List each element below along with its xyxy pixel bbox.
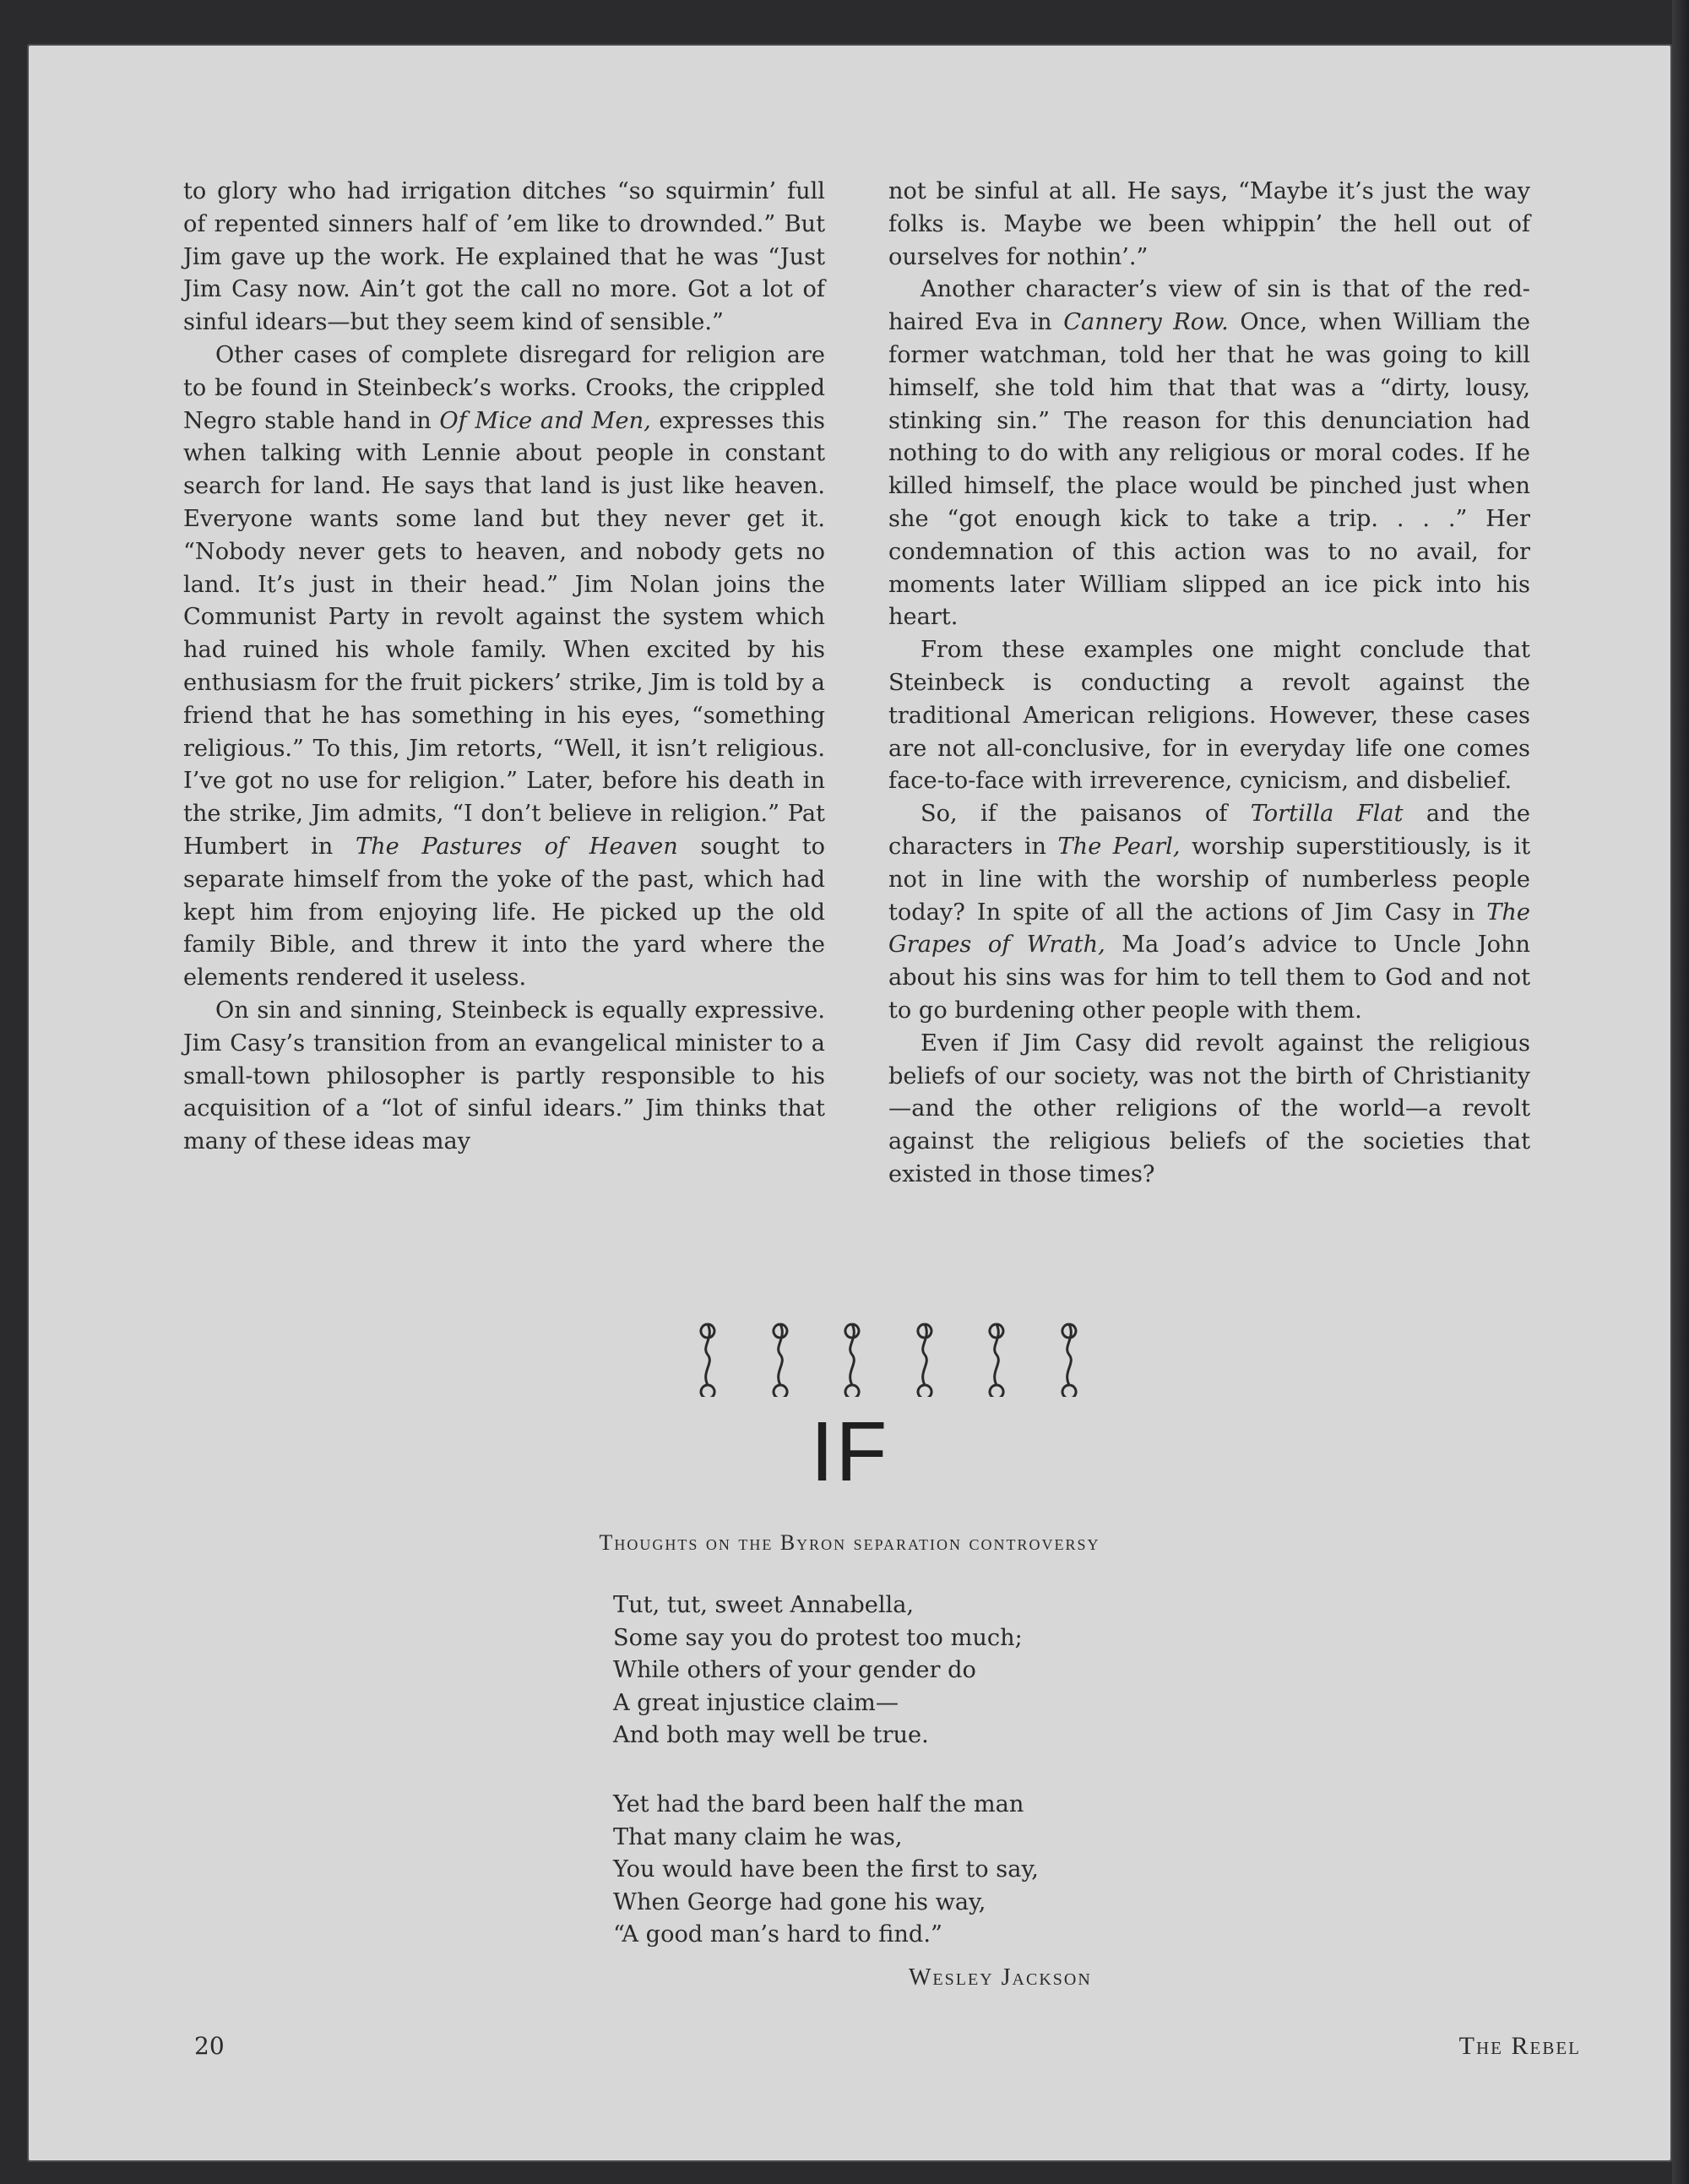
paragraph-text: So, if the paisanos of [921,801,1251,828]
paragraph-text: Other cases of complete disregard for religion are to be found in Steinbeck’s works. Crooks, the crippled Negro stable hand in [183,341,825,434]
paragraph-text: Another character’s view of sin is that of the red-haired Eva in [888,276,1530,336]
article-paragraph [888,798,1530,1028]
poem-line: And both may well be true. [613,1722,929,1749]
paragraph-text: not be sinful at all. He says, “Maybe it’s just the way folks is. Maybe we been whippin’ the hell out of ourselves for nothin’.” [888,178,1530,270]
scroll-ornament-icon [758,1312,802,1397]
scroll-ornament-icon [903,1312,947,1397]
scroll-ornament-icon [1047,1312,1091,1397]
poem-line: Tut, tut, sweet Annabella, [613,1592,915,1618]
article-paragraph [183,995,825,1159]
page-number: 20 [194,2032,225,2060]
book-title: Cannery Row. [1063,309,1229,336]
paragraph-text: From these examples one might conclude that Steinbeck is conducting a revolt against the traditional American religions. However, these cases are not all-conclusive, for in everyday life one comes face-to-face with irreverence, cynicism, and disbelief. [888,637,1530,795]
article-paragraph [888,1028,1530,1192]
poem-line: A great injustice claim— [613,1689,899,1716]
poem-stanza-one [613,1589,1023,1752]
article-paragraph [888,634,1530,798]
paragraph-text: Once, when William the former watchman, told her that he was going to kill himself, she told him that that was a “dirty, lousy, stinking sin.” The reason for this denunciation had nothing to do with any religious or moral codes. If he killed himself, the place would be pinched just when she “got enough kick to take a trip. . . .” Her condemnation of this action was to no avail, for moments later William slipped an ice pick into his heart. [888,309,1530,631]
paragraph-text: to glory who had irrigation ditches “so squirmin’ full of repented sinners half of ’em like to drownded.” But Jim gave up the work. He explained that he was “Just Jim Casy now. Ain’t got the call no more. Got a lot of sinful idears—but they seem kind of sensible.” [183,178,825,336]
scroll-ornament-icon [975,1312,1018,1397]
paragraph-text: Ma Joad’s advice to Uncle John about his sins was for him to tell them to God and not to go burdening other people with them. [888,932,1531,1024]
magazine-page [27,44,1672,2162]
ornament-divider [686,1312,1091,1397]
poem-line: Some say you do protest too much; [613,1624,1023,1651]
scroll-ornament-icon [830,1312,874,1397]
poem-line: You would have been the first to say, [613,1856,1039,1883]
poem-line: Yet had the bard been half the man [613,1791,1024,1817]
article-paragraph [183,340,825,995]
poem-subtitle: Thoughts on the Byron separation controversy [599,1530,1100,1555]
article-paragraph [183,176,825,340]
poem-title: IF [810,1404,889,1499]
paragraph-text: and the characters in [888,801,1530,860]
poem-author: Wesley Jackson [909,1964,1092,1991]
paragraph-text: sought to separate himself from the yoke of the past, which had kept him from enjoying life. He picked up the old family Bible, and threw it into the yard where the elements rendered it useless. [183,833,826,991]
poem-stanza-two [613,1789,1039,1952]
book-title: The Pastures of Heaven [355,833,678,860]
article-right-column [888,176,1530,1192]
poem-line: When George had gone his way, [613,1888,986,1915]
poem-line: “A good man’s hard to find.” [613,1921,942,1948]
book-title: The Grapes of Wrath, [888,899,1530,959]
paragraph-text: worship superstitiously, is it not in line with the worship of numberless people today? In spite of all the actions of Jim Casy in [888,833,1530,926]
page-binding-edge [1672,0,1689,2184]
paragraph-text: expresses this when talking with Lennie about people in constant search for land. He says that land is just like heaven. Everyone wants some land but they never get it. “Nobody never gets to heaven, and nobody gets no land. It’s just in their head.” Jim Nolan joins the Communist Party in revolt against the system which had ruined his whole family. When excited by his enthusiasm for the fruit pickers’ strike, Jim is told by a friend that he has something in his eyes, “something religious.” To this, Jim retorts, “Well, it isn’t religious. I’ve got no use for religion.” Later, before his death in the strike, Jim admits, “I don’t believe in religion.” Pat Humbert in [183,407,825,860]
article-paragraph [888,274,1530,634]
book-title: The Pearl, [1057,833,1181,860]
poem-line: That many claim he was, [613,1823,903,1850]
publication-title: The Rebel [1458,2032,1581,2060]
scroll-ornament-icon [686,1312,730,1397]
poem-line: While others of your gender do [613,1657,976,1684]
paragraph-text: On sin and sinning, Steinbeck is equally expressive. Jim Casy’s transition from an evangelical minister to a small-town philosopher is partly responsible to his acquisition of a “lot of sinful idears.” Jim thinks that many of these ideas may [183,997,825,1155]
book-title: Tortilla Flat [1250,801,1404,828]
paragraph-text: Even if Jim Casy did revolt against the religious beliefs of our society, was not the birth of Christianity—and the other religions of the world—a revolt against the religious beliefs of the societies that existed in those times? [888,1030,1530,1187]
book-title: Of Mice and Men, [439,407,651,434]
article-left-column [183,176,825,1159]
article-paragraph [888,176,1530,274]
